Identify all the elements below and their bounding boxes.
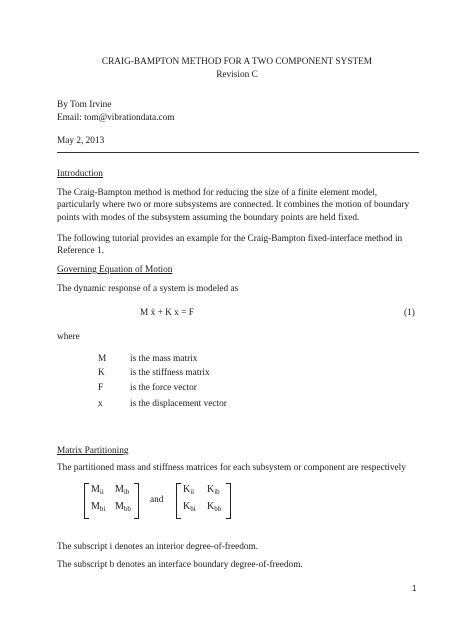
right-bracket [134,483,139,519]
intro-paragraph-2: The following tutorial provides an example for the Craig-Bampton fixed-interface method in Reference 1. [57,234,403,257]
matrix-cell: $K_{ib}$ [207,484,220,496]
author-email: Email: tom@vibrationdata.com [57,113,175,123]
where-label: where [57,332,80,342]
matrix-cell: $M_{ii}$ [91,484,104,496]
author-line: By Tom Irvine [57,100,112,110]
subscript-b-note: The subscript b denotes an interface boundary degree-of-freedom. [57,560,303,570]
term-description: is the mass matrix [130,354,198,364]
right-bracket [226,483,231,519]
section-heading-matrix-partitioning: Matrix Partitioning [57,446,129,456]
subscript-i-note: The subscript i denotes an interior degree-of-freedom. [57,542,259,552]
term-symbol: x [98,399,103,409]
matrix-cell: $K_{ii}$ [183,484,195,496]
mass-matrix [84,483,140,519]
and-word: and [150,495,164,505]
term-symbol: F [98,383,104,393]
document-date: May 2, 2013 [57,136,105,146]
equation-number: (1) [404,308,415,318]
equation-of-motion: M ẍ + K x = F [140,308,194,318]
partition-paragraph: The partitioned mass and stiffness matrices for each subsystem or component are respectively [57,463,406,473]
stiffness-matrix [176,483,232,519]
left-bracket [84,483,89,519]
term-description: is the stiffness matrix [130,368,210,378]
matrix-cell: $M_{bb}$ [115,501,131,513]
page-number: 1 [412,584,417,593]
intro-paragraph-1: The Craig-Bampton method is method for reducing the size of a finite element model, particularly where two or more subsystems are connected. It combines the motion of boundary points with modes of the subsystem assuming the boundary points are held fixed. [57,188,410,223]
document-revision: Revision C [216,70,258,80]
matrix-cell: $K_{bb}$ [207,501,222,513]
header-divider [57,152,419,153]
term-description: is the displacement vector [130,399,227,409]
term-description: is the force vector [130,383,197,393]
term-symbol: K [98,368,105,378]
section-heading-governing-equation: Governing Equation of Motion [57,265,173,275]
governing-paragraph: The dynamic response of a system is modeled as [57,284,239,294]
term-symbol: M [98,354,107,364]
left-bracket [176,483,181,519]
section-heading-introduction: Introduction [57,169,103,179]
matrix-cell: $K_{bi}$ [183,501,196,513]
matrix-cell: $M_{bi}$ [91,501,106,513]
document-title: CRAIG-BAMPTON METHOD FOR A TWO COMPONENT SYSTEM [101,57,373,67]
matrix-cell: $M_{ib}$ [115,484,130,496]
